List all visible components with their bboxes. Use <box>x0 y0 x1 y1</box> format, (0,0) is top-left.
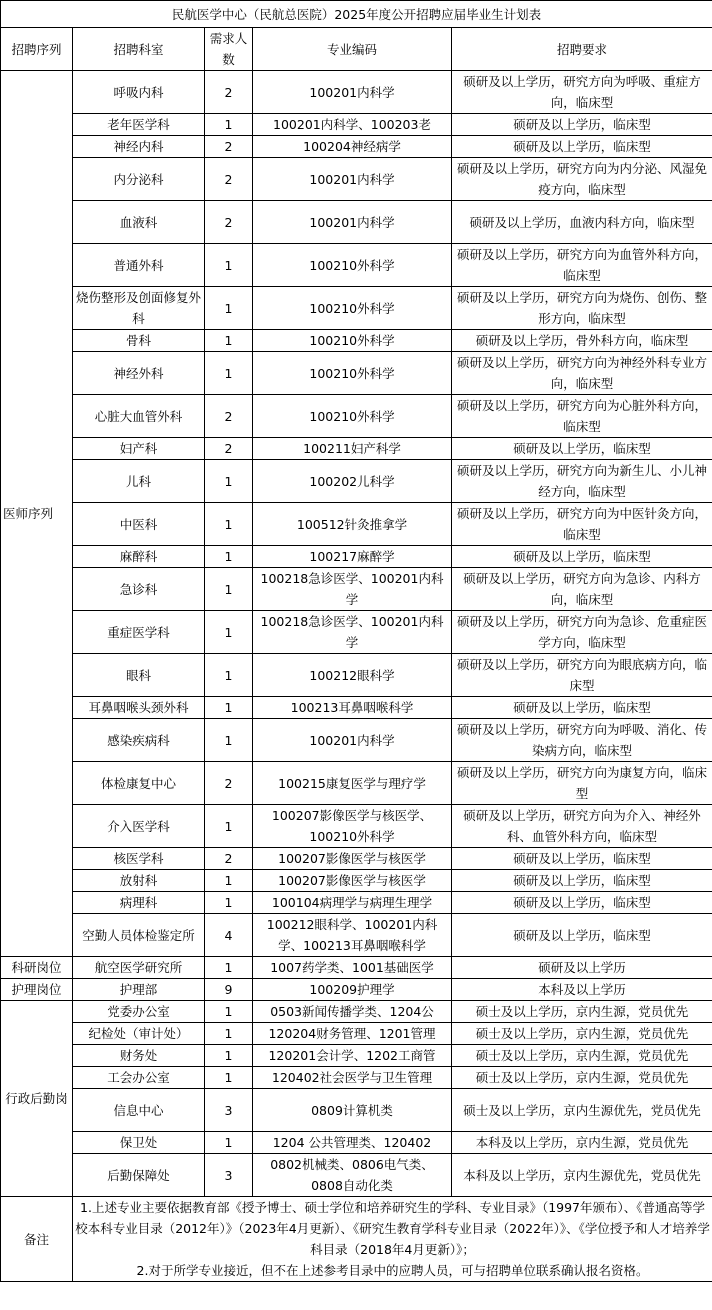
count-cell: 1 <box>205 287 253 330</box>
table-row <box>1 114 712 136</box>
major-cell: 100211妇产科学 <box>253 438 452 460</box>
table-row <box>1 158 712 201</box>
requirement-cell: 硕研及以上学历，临床型 <box>452 438 712 460</box>
table-row <box>1 1154 712 1197</box>
requirement-cell: 硕研及以上学历，临床型 <box>452 697 712 719</box>
major-cell: 100218急诊医学、100201内科学 <box>253 568 452 611</box>
header-major: 专业编码 <box>253 28 452 71</box>
department-cell: 空勤人员体检鉴定所 <box>73 914 205 957</box>
major-cell: 0503新闻传播学类、1204公 <box>253 1001 452 1023</box>
table-row <box>1 805 712 848</box>
table-row <box>1 244 712 287</box>
department-cell: 耳鼻咽喉头颈外科 <box>73 697 205 719</box>
major-cell: 100217麻醉学 <box>253 546 452 568</box>
major-cell: 100213耳鼻咽喉科学 <box>253 697 452 719</box>
requirement-cell: 硕研及以上学历，临床型 <box>452 136 712 158</box>
table-row <box>1 395 712 438</box>
requirement-cell: 硕研及以上学历，临床型 <box>452 892 712 914</box>
table-row <box>1 460 712 503</box>
count-cell: 1 <box>205 654 253 697</box>
count-cell: 1 <box>205 1132 253 1154</box>
requirement-cell: 硕研及以上学历，研究方向为新生儿、小儿神经方向，临床型 <box>452 460 712 503</box>
major-cell: 100210外科学 <box>253 395 452 438</box>
major-cell: 100207影像医学与核医学 <box>253 848 452 870</box>
table-row <box>1 201 712 244</box>
major-cell: 1007药学类、1001基础医学 <box>253 957 452 979</box>
major-cell: 100201内科学 <box>253 71 452 114</box>
department-cell: 儿科 <box>73 460 205 503</box>
department-cell: 病理科 <box>73 892 205 914</box>
table-row <box>1 546 712 568</box>
requirement-cell: 本科及以上学历，京内生源优先，党员优先 <box>452 1154 712 1197</box>
department-cell: 神经外科 <box>73 352 205 395</box>
count-cell: 1 <box>205 568 253 611</box>
requirement-cell: 硕研及以上学历，研究方向为呼吸、消化、传染病方向，临床型 <box>452 719 712 762</box>
requirement-cell: 硕研及以上学历，临床型 <box>452 546 712 568</box>
department-cell: 中医科 <box>73 503 205 546</box>
requirement-cell: 硕士及以上学历，京内生源，党员优先 <box>452 1001 712 1023</box>
count-cell: 3 <box>205 1154 253 1197</box>
table-row <box>1 654 712 697</box>
department-cell: 血液科 <box>73 201 205 244</box>
requirement-cell: 硕研及以上学历，研究方向为呼吸、重症方向，临床型 <box>452 71 712 114</box>
requirement-cell: 硕研及以上学历，研究方向为急诊、内科方向，临床型 <box>452 568 712 611</box>
department-cell: 麻醉科 <box>73 546 205 568</box>
count-cell: 3 <box>205 1089 253 1132</box>
major-cell: 100204神经病学 <box>253 136 452 158</box>
department-cell: 介入医学科 <box>73 805 205 848</box>
header-requirement: 招聘要求 <box>452 28 712 71</box>
notes-label: 备注 <box>1 1197 73 1282</box>
major-cell: 100210外科学 <box>253 287 452 330</box>
count-cell: 1 <box>205 244 253 287</box>
major-cell: 100212眼科学、100201内科学、100213耳鼻咽喉科学 <box>253 914 452 957</box>
count-cell: 1 <box>205 503 253 546</box>
table-row <box>1 870 712 892</box>
department-cell: 重症医学科 <box>73 611 205 654</box>
table-row <box>1 697 712 719</box>
requirement-cell: 硕研及以上学历，临床型 <box>452 114 712 136</box>
requirement-cell: 硕研及以上学历，临床型 <box>452 914 712 957</box>
major-cell: 100212眼科学 <box>253 654 452 697</box>
sequence-cell: 护理岗位 <box>1 979 73 1001</box>
sequence-cell: 行政后勤岗 <box>1 1001 73 1197</box>
department-cell: 妇产科 <box>73 438 205 460</box>
table-row <box>1 287 712 330</box>
major-cell: 100104病理学与病理生理学 <box>253 892 452 914</box>
requirement-cell: 硕士及以上学历，京内生源优先，党员优先 <box>452 1089 712 1132</box>
department-cell: 工会办公室 <box>73 1067 205 1089</box>
table-title: 民航医学中心（民航总医院）2025年度公开招聘应届毕业生计划表 <box>1 1 712 28</box>
major-cell: 100209护理学 <box>253 979 452 1001</box>
count-cell: 4 <box>205 914 253 957</box>
department-cell: 护理部 <box>73 979 205 1001</box>
major-cell: 100210外科学 <box>253 330 452 352</box>
count-cell: 9 <box>205 979 253 1001</box>
major-cell: 100201内科学 <box>253 201 452 244</box>
count-cell: 1 <box>205 805 253 848</box>
count-cell: 1 <box>205 892 253 914</box>
major-cell: 100512针灸推拿学 <box>253 503 452 546</box>
sequence-cell: 科研岗位 <box>1 957 73 979</box>
table-row <box>1 762 712 805</box>
sequence-cell: 医师序列 <box>1 71 73 957</box>
requirement-cell: 硕研及以上学历，血液内科方向，临床型 <box>452 201 712 244</box>
requirement-cell: 硕研及以上学历 <box>452 957 712 979</box>
requirement-cell: 硕士及以上学历，京内生源，党员优先 <box>452 1023 712 1045</box>
requirement-cell: 硕研及以上学历，骨外科方向，临床型 <box>452 330 712 352</box>
major-cell: 100210外科学 <box>253 244 452 287</box>
requirement-cell: 硕研及以上学历，研究方向为烧伤、创伤、整形方向，临床型 <box>452 287 712 330</box>
table-row <box>1 136 712 158</box>
header-department: 招聘科室 <box>73 28 205 71</box>
table-row <box>1 1067 712 1089</box>
major-cell: 100210外科学 <box>253 352 452 395</box>
department-cell: 纪检处（审计处） <box>73 1023 205 1045</box>
table-row <box>1 1132 712 1154</box>
table-row <box>1 71 712 114</box>
table-row <box>1 1045 712 1067</box>
requirement-cell: 硕研及以上学历，临床型 <box>452 870 712 892</box>
department-cell: 心脏大血管外科 <box>73 395 205 438</box>
count-cell: 1 <box>205 546 253 568</box>
requirement-cell: 硕研及以上学历，研究方向为康复方向，临床型 <box>452 762 712 805</box>
major-cell: 0802机械类、0806电气类、0808自动化类 <box>253 1154 452 1197</box>
table-row <box>1 892 712 914</box>
note-line-2: 2.对于所学专业接近，但不在上述参考目录中的应聘人员，可与招聘单位联系确认报名资格。 <box>136 1263 649 1278</box>
table-row <box>1 330 712 352</box>
table-row <box>1 352 712 395</box>
department-cell: 放射科 <box>73 870 205 892</box>
department-cell: 保卫处 <box>73 1132 205 1154</box>
major-cell: 1204 公共管理类、120402 <box>253 1132 452 1154</box>
requirement-cell: 硕研及以上学历，研究方向为急诊、危重症医学方向，临床型 <box>452 611 712 654</box>
table-row <box>1 568 712 611</box>
requirement-cell: 硕研及以上学历，研究方向为眼底病方向，临床型 <box>452 654 712 697</box>
table-row <box>1 914 712 957</box>
major-cell: 100201内科学 <box>253 719 452 762</box>
count-cell: 1 <box>205 1045 253 1067</box>
requirement-cell: 硕士及以上学历，京内生源，党员优先 <box>452 1045 712 1067</box>
department-cell: 普通外科 <box>73 244 205 287</box>
table-row <box>1 719 712 762</box>
count-cell: 2 <box>205 762 253 805</box>
major-cell: 100218急诊医学、100201内科学 <box>253 611 452 654</box>
count-cell: 2 <box>205 395 253 438</box>
department-cell: 航空医学研究所 <box>73 957 205 979</box>
department-cell: 内分泌科 <box>73 158 205 201</box>
count-cell: 1 <box>205 957 253 979</box>
table-row <box>1 503 712 546</box>
count-cell: 1 <box>205 330 253 352</box>
department-cell: 后勤保障处 <box>73 1154 205 1197</box>
department-cell: 核医学科 <box>73 848 205 870</box>
count-cell: 2 <box>205 71 253 114</box>
department-cell: 感染疾病科 <box>73 719 205 762</box>
major-cell: 120201会计学、1202工商管 <box>253 1045 452 1067</box>
count-cell: 1 <box>205 870 253 892</box>
table-row <box>1 1001 712 1023</box>
department-cell: 烧伤整形及创面修复外科 <box>73 287 205 330</box>
notes-content <box>73 1197 712 1282</box>
department-cell: 信息中心 <box>73 1089 205 1132</box>
department-cell: 神经内科 <box>73 136 205 158</box>
requirement-cell: 硕士及以上学历，京内生源，党员优先 <box>452 1067 712 1089</box>
department-cell: 急诊科 <box>73 568 205 611</box>
requirement-cell: 硕研及以上学历，临床型 <box>452 848 712 870</box>
count-cell: 2 <box>205 136 253 158</box>
count-cell: 2 <box>205 438 253 460</box>
department-cell: 体检康复中心 <box>73 762 205 805</box>
count-cell: 1 <box>205 697 253 719</box>
count-cell: 1 <box>205 352 253 395</box>
table-row <box>1 438 712 460</box>
table-row <box>1 611 712 654</box>
requirement-cell: 硕研及以上学历，研究方向为介入、神经外科、血管外科方向，临床型 <box>452 805 712 848</box>
major-cell: 120402社会医学与卫生管理 <box>253 1067 452 1089</box>
department-cell: 老年医学科 <box>73 114 205 136</box>
count-cell: 2 <box>205 201 253 244</box>
requirement-cell: 本科及以上学历，京内生源，党员优先 <box>452 1132 712 1154</box>
table-row <box>1 979 712 1001</box>
requirement-cell: 本科及以上学历 <box>452 979 712 1001</box>
department-cell: 财务处 <box>73 1045 205 1067</box>
count-cell: 1 <box>205 460 253 503</box>
note-line-1: 1.上述专业主要依据教育部《授予博士、硕士学位和培养研究生的学科、专业目录》（1997年颁布）、《普通高等学校本科专业目录（2012年）》（2023年4月更新）、《研究生教育学科专业目录（2022年）》、《学位授予和人才培养学科目录（2018年4月更新）》； <box>75 1200 710 1257</box>
department-cell: 呼吸内科 <box>73 71 205 114</box>
count-cell: 1 <box>205 1001 253 1023</box>
requirement-cell: 硕研及以上学历，研究方向为心脏外科方向，临床型 <box>452 395 712 438</box>
count-cell: 1 <box>205 719 253 762</box>
count-cell: 1 <box>205 1023 253 1045</box>
table-body <box>1 71 712 1197</box>
count-cell: 2 <box>205 848 253 870</box>
count-cell: 2 <box>205 158 253 201</box>
major-cell: 100215康复医学与理疗学 <box>253 762 452 805</box>
major-cell: 0809计算机类 <box>253 1089 452 1132</box>
table-row <box>1 1023 712 1045</box>
requirement-cell: 硕研及以上学历，研究方向为中医针灸方向，临床型 <box>452 503 712 546</box>
department-cell: 党委办公室 <box>73 1001 205 1023</box>
department-cell: 眼科 <box>73 654 205 697</box>
requirement-cell: 硕研及以上学历，研究方向为内分泌、风湿免疫方向，临床型 <box>452 158 712 201</box>
count-cell: 1 <box>205 611 253 654</box>
count-cell: 1 <box>205 1067 253 1089</box>
header-count: 需求人数 <box>205 28 253 71</box>
major-cell: 100207影像医学与核医学、100210外科学 <box>253 805 452 848</box>
major-cell: 100201内科学 <box>253 158 452 201</box>
header-sequence: 招聘序列 <box>1 28 73 71</box>
major-cell: 100207影像医学与核医学 <box>253 870 452 892</box>
table-row <box>1 1089 712 1132</box>
table-row <box>1 957 712 979</box>
major-cell: 100201内科学、100203老 <box>253 114 452 136</box>
major-cell: 120204财务管理、1201管理 <box>253 1023 452 1045</box>
count-cell: 1 <box>205 114 253 136</box>
requirement-cell: 硕研及以上学历，研究方向为神经外科专业方向，临床型 <box>452 352 712 395</box>
major-cell: 100202儿科学 <box>253 460 452 503</box>
department-cell: 骨科 <box>73 330 205 352</box>
requirement-cell: 硕研及以上学历，研究方向为血管外科方向，临床型 <box>452 244 712 287</box>
table-row <box>1 848 712 870</box>
